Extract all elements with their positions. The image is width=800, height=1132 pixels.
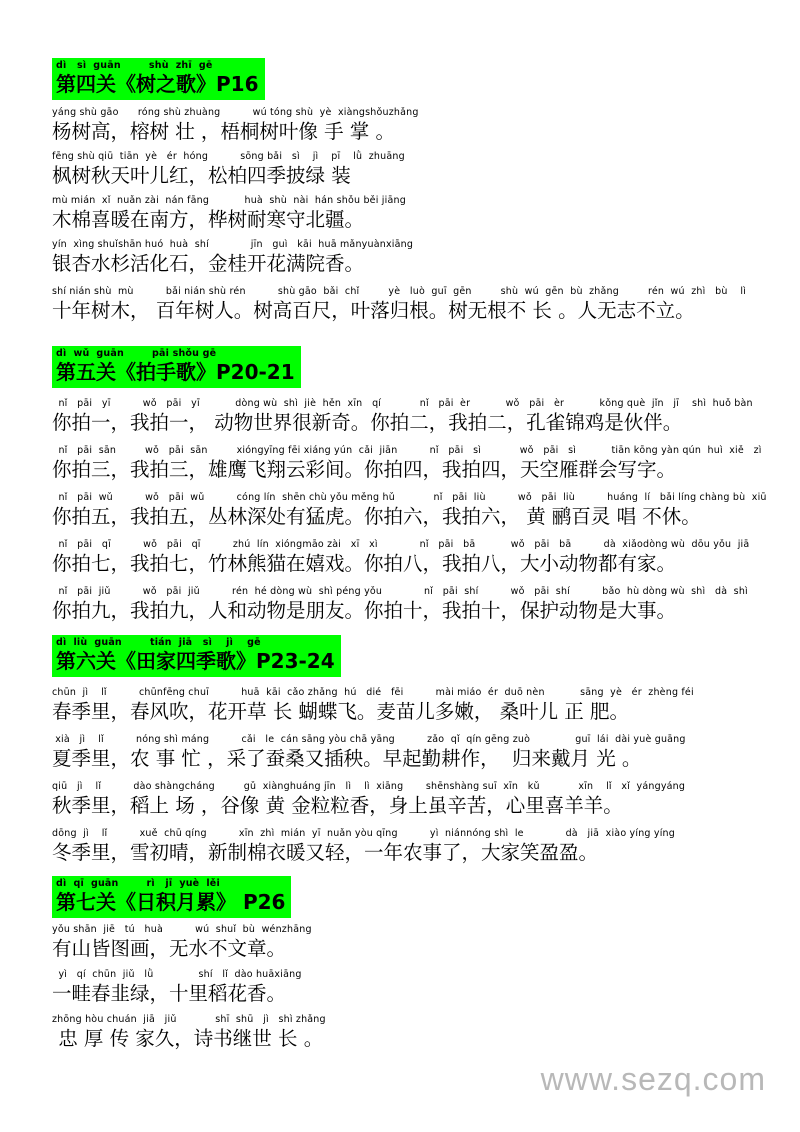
pinyin-line: fēng shù qiū tiān yè ér hóng sōng bǎi sì jì pī lǜ zhuāng	[52, 151, 405, 162]
section-banner	[52, 635, 341, 677]
text-line	[52, 734, 772, 771]
banner-title: 第七关《日积月累》 P26	[56, 890, 286, 914]
hanzi-line: 春季里，春风吹，花开草 长 蝴蝶飞。麦苗儿多嫩， 桑叶儿 正 肥。	[52, 700, 629, 723]
pinyin-line: zhōng hòu chuán jiā jiǔ shī shū jì shì zhǎng	[52, 1014, 326, 1025]
text-line	[52, 398, 772, 435]
pinyin-line: yǒu shān jiē tú huà wú shuǐ bù wénzhāng	[52, 924, 312, 935]
banner-pinyin: dì liù guān tián jiā sì jì gē	[56, 637, 261, 648]
hanzi-line: 枫树秋天叶儿红，松柏四季披绿 装	[52, 164, 351, 187]
section-ri-ji-yue-lei	[52, 876, 772, 1051]
text-line	[52, 781, 772, 818]
pinyin-line: yín xìng shuǐshān huó huà shí jīn guì kāi huā mǎnyuànxiāng	[52, 239, 414, 250]
hanzi-line: 杨树高，榕树 壮 ，梧桐树叶像 手 掌 。	[52, 120, 395, 143]
pinyin-line: nǐ pāi sān wǒ pāi sān xióngyīng fēi xiáng yún cǎi jiān nǐ pāi sì wǒ pāi sì tiān kōng yàn qún huì xiě zì	[52, 445, 762, 456]
pinyin-line: chūn jì lǐ chūnfēng chuī huā kāi cǎo zhǎng hú dié fēi mài miáo ér duō nèn sāng yè ér zhèng féi	[52, 687, 694, 698]
hanzi-line: 你拍九，我拍九，人和动物是朋友。你拍十，我拍十，保护动物是大事。	[52, 599, 677, 622]
hanzi-line: 一畦春韭绿，十里稻花香。	[52, 982, 287, 1005]
text-line	[52, 924, 772, 961]
section-pai-shou-ge	[52, 346, 772, 623]
section-shu-zhi-ge	[52, 58, 772, 323]
pinyin-line: nǐ pāi jiǔ wǒ pāi jiǔ rén hé dòng wù shì péng yǒu nǐ pāi shí wǒ pāi shí bǎo hù dòng wù shì dà shì	[52, 586, 748, 597]
pinyin-line: dōng jì lǐ xuě chū qíng xīn zhì mián yī nuǎn yòu qīng yì niánnóng shì le dà jiā xiào yíng yíng	[52, 828, 675, 839]
watermark: www.sezq.com	[540, 1061, 766, 1097]
hanzi-line: 你拍五，我拍五，丛林深处有猛虎。你拍六，我拍六， 黄 鹂百灵 唱 不休。	[52, 505, 701, 528]
pinyin-line: yì qí chūn jiǔ lǜ shí lǐ dào huāxiāng	[52, 969, 302, 980]
banner-title: 第四关《树之歌》P16	[56, 72, 259, 96]
pinyin-line: mù mián xǐ nuǎn zài nán fāng huà shù nài hán shǒu běi jiāng	[52, 195, 406, 206]
pinyin-line: nǐ pāi wǔ wǒ pāi wǔ cóng lín shēn chù yǒu měng hǔ nǐ pāi liù wǒ pāi liù huáng lí bǎi líng chàng bù xiū	[52, 492, 767, 503]
text-line	[52, 151, 772, 188]
hanzi-line: 有山皆图画，无水不文章。	[52, 937, 287, 960]
banner-pinyin: dì wǔ guān pāi shǒu gē	[56, 348, 217, 359]
pinyin-line: qiū jì lǐ dào shàngcháng gǔ xiànghuáng jīn lì lì xiāng shēnshàng suī xīn kǔ xīn lǐ xǐ yángyáng	[52, 781, 686, 792]
section-banner	[52, 876, 291, 918]
text-line	[52, 586, 772, 623]
hanzi-line: 夏季里，农 事 忙 ，采了蚕桑又插秧。早起勤耕作， 归来戴月 光 。	[52, 747, 642, 770]
banner-title: 第五关《拍手歌》P20-21	[56, 360, 295, 384]
hanzi-line: 木棉喜暖在南方，桦树耐寒守北疆。	[52, 208, 365, 231]
text-line	[52, 969, 772, 1006]
hanzi-line: 冬季里，雪初晴，新制棉衣暖又轻，一年农事了，大家笑盈盈。	[52, 841, 599, 864]
pinyin-line: nǐ pāi yī wǒ pāi yī dòng wù shì jiè hěn xīn qí nǐ pāi èr wǒ pāi èr kǒng què jǐn jī shì huǒ bàn	[52, 398, 753, 409]
pinyin-line: yáng shù gāo róng shù zhuàng wú tóng shù yè xiàngshǒuzhǎng	[52, 107, 419, 118]
text-line	[52, 195, 772, 232]
pinyin-line: nǐ pāi qī wǒ pāi qī zhú lín xióngmāo zài xī xì nǐ pāi bā wǒ pāi bā dà xiǎodòng wù dōu yǒu jiā	[52, 539, 750, 550]
hanzi-line: 十年树木， 百年树人。树高百尺，叶落归根。树无根不 长 。人无志不立。	[52, 299, 695, 322]
hanzi-line: 忠 厚 传 家久，诗书继世 长 。	[52, 1027, 324, 1050]
hanzi-line: 你拍七，我拍七，竹林熊猫在嬉戏。你拍八，我拍八，大小动物都有家。	[52, 552, 677, 575]
section-tian-jia-si-ji-ge	[52, 635, 772, 865]
text-line	[52, 107, 772, 144]
banner-pinyin: dì qī guān rì jī yuè lěi	[56, 878, 220, 889]
text-line	[52, 492, 772, 529]
text-line	[52, 687, 772, 724]
hanzi-line: 秋季里，稻上 场 ，谷像 黄 金粒粒香，身上虽辛苦，心里喜羊羊。	[52, 794, 623, 817]
banner-pinyin: dì sì guān shù zhī gē	[56, 60, 213, 71]
text-line	[52, 445, 772, 482]
section-banner	[52, 58, 265, 100]
text-line	[52, 286, 772, 323]
pinyin-line: shí nián shù mù bǎi nián shù rén shù gāo bǎi chǐ yè luò guī gēn shù wú gēn bù zhǎng rén wú zhì bù lì	[52, 286, 747, 297]
pinyin-line: xià jì lǐ nóng shì máng cǎi le cán sāng yòu chā yāng zǎo qǐ qín gēng zuò guī lái dài yuè guāng	[52, 734, 686, 745]
text-line	[52, 239, 772, 276]
text-line	[52, 539, 772, 576]
hanzi-line: 银杏水杉活化石，金桂开花满院香。	[52, 252, 365, 275]
banner-title: 第六关《田家四季歌》P23-24	[56, 649, 335, 673]
text-line	[52, 1014, 772, 1051]
section-banner	[52, 346, 301, 388]
hanzi-line: 你拍三，我拍三，雄鹰飞翔云彩间。你拍四，我拍四，天空雁群会写字。	[52, 458, 677, 481]
hanzi-line: 你拍一，我拍一， 动物世界很新奇。你拍二，我拍二，孔雀锦鸡是伙伴。	[52, 411, 683, 434]
text-line	[52, 828, 772, 865]
